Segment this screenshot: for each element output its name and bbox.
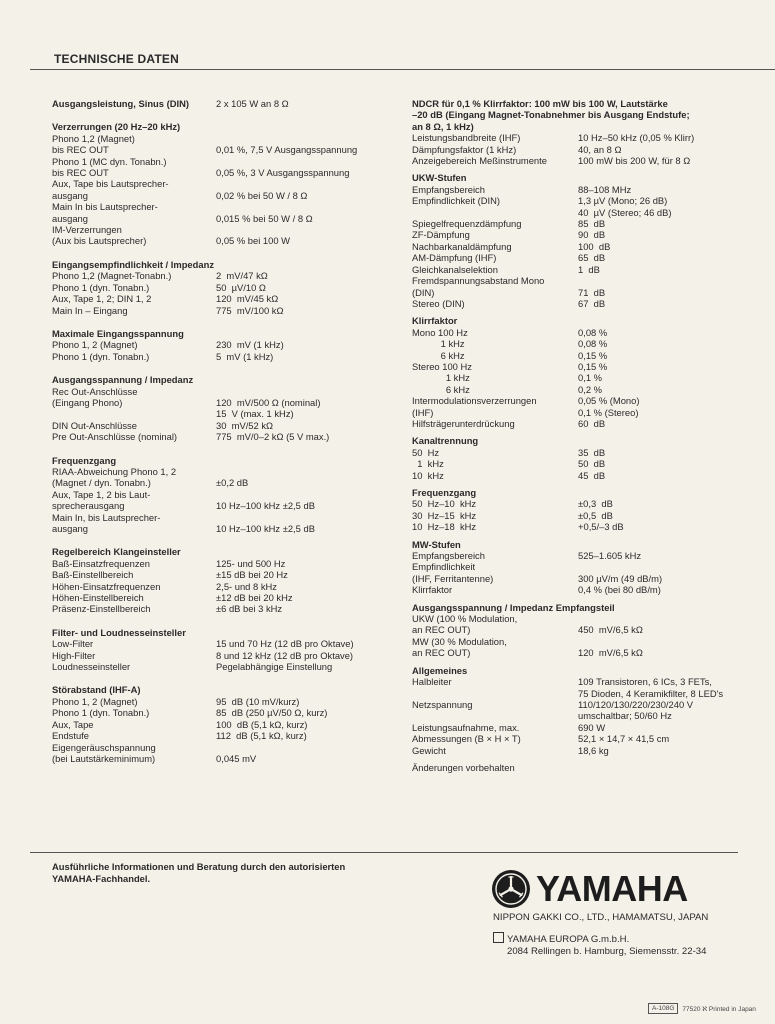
right-spec-column [412, 98, 757, 779]
spec-row [52, 420, 392, 431]
spec-row [52, 638, 392, 649]
spec-row [412, 350, 757, 361]
spec-value: 690 W [578, 721, 606, 733]
spec-value: 5 mV (1 kHz) [216, 350, 274, 362]
spec-section [412, 435, 757, 481]
spec-row [52, 603, 392, 614]
spec-row [52, 489, 392, 500]
spec-row [412, 636, 757, 647]
spec-value: 775 mV/0–2 kΩ (5 V max.) [216, 431, 330, 443]
spec-label: Baß-Einstellbereich [52, 569, 134, 581]
spec-value: 2 x 105 W an 8 Ω [216, 98, 289, 109]
spec-row [412, 561, 757, 572]
spec-section [412, 98, 757, 166]
spec-label: 10 kHz [412, 469, 444, 481]
spec-value: 525–1.605 kHz [578, 550, 642, 562]
spec-value: 120 mV/6,5 kΩ [578, 647, 643, 659]
spec-row [412, 745, 757, 756]
spec-value: 100 dB (5,1 kΩ, kurz) [216, 718, 308, 730]
spec-value: 120 mV/500 Ω (nominal) [216, 396, 321, 408]
spec-row [52, 190, 392, 201]
spec-row [52, 270, 392, 281]
spec-value: 0,015 % bei 50 W / 8 Ω [216, 212, 313, 224]
spec-value: 0,2 % [578, 383, 602, 395]
spec-row [412, 510, 757, 521]
spec-value: 0,05 % (Mono) [578, 395, 640, 407]
spec-label: MW (30 % Modulation, [412, 635, 507, 647]
spec-label: Main In – Eingang [52, 304, 128, 316]
europa-address-block [493, 932, 706, 958]
spec-row [412, 498, 757, 509]
spec-label: Phono 1,2 (Magnet) [52, 132, 135, 144]
spec-label: Leistungsbandbreite (IHF) [412, 132, 521, 144]
spec-value: 0,08 % [578, 326, 608, 338]
spec-value: 0,02 % bei 50 W / 8 Ω [216, 189, 308, 201]
spec-label: ZF-Dämpfung [412, 229, 470, 241]
section-heading: Störabstand (IHF-A) [52, 684, 141, 696]
spec-row [52, 696, 392, 707]
spec-row [412, 132, 757, 143]
spec-row [412, 470, 757, 481]
spec-row [52, 351, 392, 362]
spec-label: bis REC OUT [52, 144, 109, 156]
spec-row [412, 338, 757, 349]
spec-label: Main In bis Lautsprecher- [52, 201, 158, 213]
spec-label: bis REC OUT [52, 167, 109, 179]
spec-label: Baß-Einsatzfrequenzen [52, 557, 150, 569]
left-spec-column [52, 98, 392, 776]
section-heading-line: –20 dB (Eingang Magnet-Tonabnehmer bis Ausgang Endstufe; [412, 109, 690, 121]
spec-value: 85 dB [578, 218, 606, 230]
spec-row [412, 287, 757, 298]
spec-label: Empfangsbereich [412, 183, 485, 195]
spec-row [52, 742, 392, 753]
spec-section [412, 315, 757, 429]
spec-value: 40 µV (Stereo; 46 dB) [578, 206, 672, 218]
spec-label: Empfindlichkeit (DIN) [412, 195, 501, 207]
spec-label: Halbleiter [412, 676, 452, 688]
spec-row [412, 699, 757, 710]
spec-row [412, 762, 757, 773]
spec-row [412, 184, 757, 195]
spec-value: 0,4 % (bei 80 dB/m) [578, 584, 661, 596]
spec-label: Intermodulationsverzerrungen [412, 395, 537, 407]
spec-value: ±0,5 dB [578, 509, 613, 521]
spec-label: Phono 1 (MC dyn. Tonabn.) [52, 155, 167, 167]
spec-value: 10 Hz–100 kHz ±2,5 dB [216, 500, 315, 512]
spec-row [412, 241, 757, 252]
spec-label: 6 kHz [412, 349, 465, 361]
section-heading: UKW-Stufen [412, 172, 467, 184]
spec-row [52, 512, 392, 523]
spec-value: 90 dB [578, 229, 606, 241]
spec-row [412, 218, 757, 229]
spec-row [412, 676, 757, 687]
spec-section [52, 627, 392, 673]
spec-value: 30 mV/52 kΩ [216, 419, 274, 431]
spec-value: 10 Hz–100 kHz ±2,5 dB [216, 523, 315, 534]
spec-value: 85 dB (250 µV/50 Ω, kurz) [216, 707, 328, 719]
spec-label: Höhen-Einstellbereich [52, 592, 144, 604]
spec-row [52, 523, 392, 534]
spec-value: 8 und 12 kHz (12 dB pro Oktave) [216, 649, 354, 661]
spec-value: 300 µV/m (49 dB/m) [578, 572, 663, 584]
spec-label: (bei Lautstärkeminimum) [52, 752, 156, 764]
spec-value: 1 dB [578, 263, 600, 275]
spec-label: (Aux bis Lautsprecher) [52, 235, 147, 247]
spec-label: Höhen-Einsatzfrequenzen [52, 580, 161, 592]
spec-section [52, 328, 392, 362]
spec-value: 0,08 % [578, 338, 608, 350]
spec-row [412, 229, 757, 240]
spec-value: 18,6 kg [578, 744, 609, 756]
spec-label: 1 kHz [412, 458, 444, 470]
section-heading-line: an 8 Ω, 1 kHz) [412, 120, 474, 132]
spec-row [412, 144, 757, 155]
spec-label: Stereo (DIN) [412, 297, 465, 309]
spec-value: 52,1 × 14,7 × 41,5 cm [578, 733, 670, 745]
spec-section [412, 602, 757, 659]
spec-row [412, 207, 757, 218]
spec-label: Mono 100 Hz [412, 326, 468, 338]
spec-label: Eigengeräuschspannung [52, 741, 156, 753]
spec-row [412, 264, 757, 275]
spec-value: 65 dB [578, 252, 606, 264]
spec-row [52, 558, 392, 569]
spec-section [52, 455, 392, 535]
spec-value: 112 dB (5,1 kΩ, kurz) [216, 730, 307, 742]
section-heading: Frequenzgang [52, 454, 117, 466]
spec-value: 88–108 MHz [578, 183, 632, 195]
spec-label: Pre Out-Anschlüsse (nominal) [52, 431, 178, 443]
section-heading: Regelbereich Klangeinsteller [52, 546, 181, 558]
spec-row [412, 195, 757, 206]
spec-row [52, 581, 392, 592]
spec-section [412, 539, 757, 596]
spec-row [52, 144, 392, 155]
spec-value: 100 mW bis 200 W, für 8 Ω [578, 155, 691, 167]
spec-row [52, 707, 392, 718]
section-heading: Klirrfaktor [412, 315, 458, 327]
spec-label: Aux, Tape [52, 718, 94, 730]
yamaha-logo [492, 870, 688, 908]
spec-row [52, 753, 392, 764]
spec-row [412, 733, 757, 744]
spec-label: Aux, Tape 1, 2 bis Laut- [52, 488, 151, 500]
spec-row [52, 305, 392, 316]
spec-row [412, 521, 757, 532]
spec-row [412, 613, 757, 624]
spec-row [52, 339, 392, 350]
spec-value: 71 dB [578, 286, 606, 298]
spec-row [412, 624, 757, 635]
spec-label: Loudnesseinsteller [52, 661, 131, 673]
yamaha-wordmark: YAMAHA [536, 868, 688, 909]
spec-row [412, 447, 757, 458]
section-heading: Verzerrungen (20 Hz–20 kHz) [52, 121, 181, 133]
spec-label: Änderungen vorbehalten [412, 761, 515, 773]
spec-row [52, 167, 392, 178]
spec-row [412, 395, 757, 406]
spec-value: +0,5/–3 dB [578, 521, 624, 533]
spec-value: 109 Transistoren, 6 ICs, 3 FETs, [578, 676, 712, 688]
spec-value: 2 mV/47 kΩ [216, 270, 268, 282]
top-rule [30, 69, 775, 70]
spec-label: Stereo 100 Hz [412, 360, 472, 372]
spec-row [52, 569, 392, 580]
spec-label: 50 Hz [412, 446, 440, 458]
spec-label: Phono 1, 2 (Magnet) [52, 695, 138, 707]
spec-label: Dämpfungsfaktor (1 kHz) [412, 143, 517, 155]
spec-value: 15 V (max. 1 kHz) [216, 408, 294, 420]
tuning-fork-emblem-icon [492, 870, 530, 908]
spec-label: (IHF, Ferritantenne) [412, 572, 494, 584]
spec-label: Nachbarkanaldämpfung [412, 240, 512, 252]
spec-label: (IHF) [412, 406, 434, 418]
spec-value: ±0,3 dB [578, 498, 613, 510]
spec-row [52, 293, 392, 304]
spec-label: Anzeigebereich Meßinstrumente [412, 155, 547, 167]
spec-row [412, 327, 757, 338]
section-heading-line: NDCR für 0,1 % Klirrfaktor: 100 mW bis 100 W, Lautstärke [412, 98, 668, 109]
spec-row [412, 573, 757, 584]
print-code [648, 1003, 756, 1014]
spec-row [52, 592, 392, 603]
page-title: TECHNISCHE DATEN [54, 52, 179, 66]
spec-row [52, 466, 392, 477]
spec-row [412, 361, 757, 372]
section-heading: Eingangsempfindlichkeit / Impedanz [52, 258, 215, 270]
spec-value: 40, an 8 Ω [578, 143, 622, 155]
section-heading: Frequenzgang [412, 487, 477, 498]
spec-value: 0,01 %, 7,5 V Ausgangsspannung [216, 144, 358, 156]
spec-row [52, 661, 392, 672]
spec-row [52, 156, 392, 167]
spec-row [412, 688, 757, 699]
spec-row [52, 719, 392, 730]
spec-row [412, 710, 757, 721]
section-heading: Kanaltrennung [412, 435, 479, 447]
company-name: NIPPON GAKKI CO., LTD., HAMAMATSU, JAPAN [493, 912, 709, 923]
spec-row [412, 647, 757, 658]
footer-note [52, 861, 412, 885]
spec-value: ±12 dB bei 20 kHz [216, 592, 293, 604]
spec-row [52, 650, 392, 661]
spec-value: 0,1 % (Stereo) [578, 406, 639, 418]
section-heading: Ausgangsspannung / Impedanz [52, 374, 194, 386]
spec-value: 230 mV (1 kHz) [216, 339, 284, 351]
spec-label: Rec Out-Anschlüsse [52, 385, 138, 397]
spec-row [52, 201, 392, 212]
europa-name: YAMAHA EUROPA G.m.b.H. [507, 934, 630, 945]
spec-label: Phono 1 (dyn. Tonabn.) [52, 281, 150, 293]
spec-row [412, 550, 757, 561]
spec-label: 1 kHz [412, 338, 465, 350]
spec-value: 50 µV/10 Ω [216, 281, 266, 293]
spec-label: Gleichkanalselektion [412, 263, 498, 275]
spec-label: Präsenz-Einstellbereich [52, 603, 151, 615]
spec-value: 10 Hz–50 kHz (0,05 % Klirr) [578, 132, 695, 144]
spec-label: Aux, Tape 1, 2; DIN 1, 2 [52, 293, 152, 305]
spec-label: Aux, Tape bis Lautsprecher- [52, 178, 169, 190]
spec-label: Abmessungen (B × H × T) [412, 733, 521, 745]
spec-label: Klirrfaktor [412, 584, 453, 596]
footer-rule [30, 852, 738, 853]
spec-label: Leistungsaufnahme, max. [412, 721, 520, 733]
spec-row [412, 407, 757, 418]
spec-row [52, 408, 392, 419]
spec-label: Phono 1 (dyn. Tonabn.) [52, 707, 150, 719]
spec-label: DIN Out-Anschlüsse [52, 419, 137, 431]
spec-label: Phono 1,2 (Magnet-Tonabn.) [52, 270, 172, 282]
spec-row [52, 386, 392, 397]
spec-value: 95 dB (10 mV/kurz) [216, 695, 300, 707]
spec-row [412, 458, 757, 469]
footer-note-line: YAMAHA-Fachhandel. [52, 873, 151, 884]
spec-row [52, 133, 392, 144]
spec-value: 45 dB [578, 469, 606, 481]
spec-label: ausgang [52, 212, 88, 224]
spec-row [52, 98, 392, 109]
spec-label: Ausgangsleistung, Sinus (DIN) [52, 98, 189, 109]
spec-row [52, 235, 392, 246]
spec-row [412, 418, 757, 429]
spec-label: Main In, bis Lautsprecher- [52, 511, 161, 523]
spec-label: an REC OUT) [412, 647, 471, 659]
spec-value: 0,15 % [578, 360, 608, 372]
spec-section [52, 374, 392, 442]
spec-value: 450 mV/6,5 kΩ [578, 624, 643, 636]
spec-row [412, 252, 757, 263]
spec-row [412, 384, 757, 395]
spec-label: Gewicht [412, 744, 446, 756]
spec-value: 0,045 mV [216, 752, 257, 764]
spec-value: 2,5- und 8 kHz [216, 580, 277, 592]
spec-label: Empfangsbereich [412, 550, 485, 562]
spec-row [52, 224, 392, 235]
section-heading: Ausgangsspannung / Impedanz Empfangsteil [412, 601, 615, 613]
spec-value: 75 Dioden, 4 Keramikfilter, 8 LED's [578, 687, 724, 699]
spec-row [412, 155, 757, 166]
spec-value: 0,05 % bei 100 W [216, 235, 291, 247]
spec-label: Endstufe [52, 730, 90, 742]
section-heading: MW-Stufen [412, 538, 461, 550]
spec-value: 110/120/130/220/230/240 V [578, 698, 694, 710]
spec-label: sprecherausgang [52, 500, 125, 512]
spec-label: AM-Dämpfung (IHF) [412, 252, 497, 264]
section-heading: Allgemeines [412, 664, 468, 676]
print-code-text: 77520 ℵ Printed in Japan [682, 1005, 756, 1013]
spec-value: ±0,2 dB [216, 477, 249, 489]
spec-label: ausgang [52, 523, 88, 534]
spec-section [412, 172, 757, 309]
spec-label: Spiegelfrequenzdämpfung [412, 218, 522, 230]
spec-value: Pegelabhängige Einstellung [216, 661, 333, 673]
checkbox-square-icon [493, 932, 504, 943]
spec-label: Fremdspannungsabstand Mono [412, 275, 545, 287]
spec-label: UKW (100 % Modulation, [412, 613, 518, 625]
spec-label: 1 kHz [412, 372, 470, 384]
spec-row [52, 397, 392, 408]
spec-row [412, 275, 757, 286]
spec-value: 50 dB [578, 458, 606, 470]
spec-label: 30 Hz–15 kHz [412, 509, 477, 521]
spec-row [412, 584, 757, 595]
spec-value: 775 mV/100 kΩ [216, 304, 284, 316]
spec-value: 0,05 %, 3 V Ausgangsspannung [216, 167, 350, 179]
spec-section [412, 762, 757, 773]
spec-row [412, 372, 757, 383]
spec-value: 67 dB [578, 297, 606, 309]
spec-label: Low-Filter [52, 638, 94, 650]
spec-value: 1,3 µV (Mono; 26 dB) [578, 195, 668, 207]
spec-section [412, 665, 757, 756]
spec-label: 50 Hz–10 kHz [412, 498, 477, 510]
spec-section [52, 259, 392, 316]
spec-value: 120 mV/45 kΩ [216, 293, 279, 305]
spec-section [52, 546, 392, 614]
spec-row [52, 178, 392, 189]
spec-row [52, 213, 392, 224]
spec-value: 0,1 % [578, 372, 602, 384]
spec-row [52, 477, 392, 488]
spec-row [52, 500, 392, 511]
spec-value: ±15 dB bei 20 Hz [216, 569, 288, 581]
spec-section [52, 98, 392, 109]
spec-label: an REC OUT) [412, 624, 471, 636]
spec-value: ±6 dB bei 3 kHz [216, 603, 283, 615]
spec-section [52, 121, 392, 246]
spec-value: 100 dB [578, 240, 611, 252]
spec-row [52, 431, 392, 442]
spec-section [412, 487, 757, 533]
spec-row [52, 730, 392, 741]
spec-label: (Eingang Phono) [52, 396, 123, 408]
spec-value: 0,15 % [578, 349, 608, 361]
spec-row [412, 298, 757, 309]
spec-label: (DIN) [412, 286, 435, 298]
europa-address: 2084 Rellingen b. Hamburg, Siemensstr. 22-34 [507, 946, 707, 957]
spec-section [52, 684, 392, 764]
spec-value: 125- und 500 Hz [216, 557, 286, 569]
spec-value: 35 dB [578, 446, 606, 458]
spec-label: Phono 1 (dyn. Tonabn.) [52, 350, 150, 362]
spec-label: RIAA-Abweichung Phono 1, 2 [52, 465, 177, 477]
spec-label: Empfindlichkeit [412, 561, 476, 573]
spec-label: ausgang [52, 189, 88, 201]
section-heading: Filter- und Loudnesseinsteller [52, 626, 186, 638]
spec-label: 6 kHz [412, 383, 470, 395]
spec-row [412, 722, 757, 733]
spec-label: (Magnet / dyn. Tonabn.) [52, 477, 151, 489]
spec-value: 15 und 70 Hz (12 dB pro Oktave) [216, 638, 354, 650]
section-heading: Maximale Eingangsspannung [52, 327, 184, 339]
spec-label: Hilfsträgerunterdrückung [412, 417, 515, 429]
spec-row [52, 282, 392, 293]
spec-value: umschaltbar; 50/60 Hz [578, 710, 672, 722]
spec-label: High-Filter [52, 649, 96, 661]
spec-value: 60 dB [578, 417, 606, 429]
spec-label: IM-Verzerrungen [52, 224, 122, 236]
print-code-box: A-108G [648, 1003, 678, 1014]
spec-label: Phono 1, 2 (Magnet) [52, 339, 138, 351]
spec-label: Netzspannung [412, 698, 473, 710]
footer-note-line: Ausführliche Informationen und Beratung durch den autorisierten [52, 861, 346, 872]
spec-label: 10 Hz–18 kHz [412, 521, 477, 533]
